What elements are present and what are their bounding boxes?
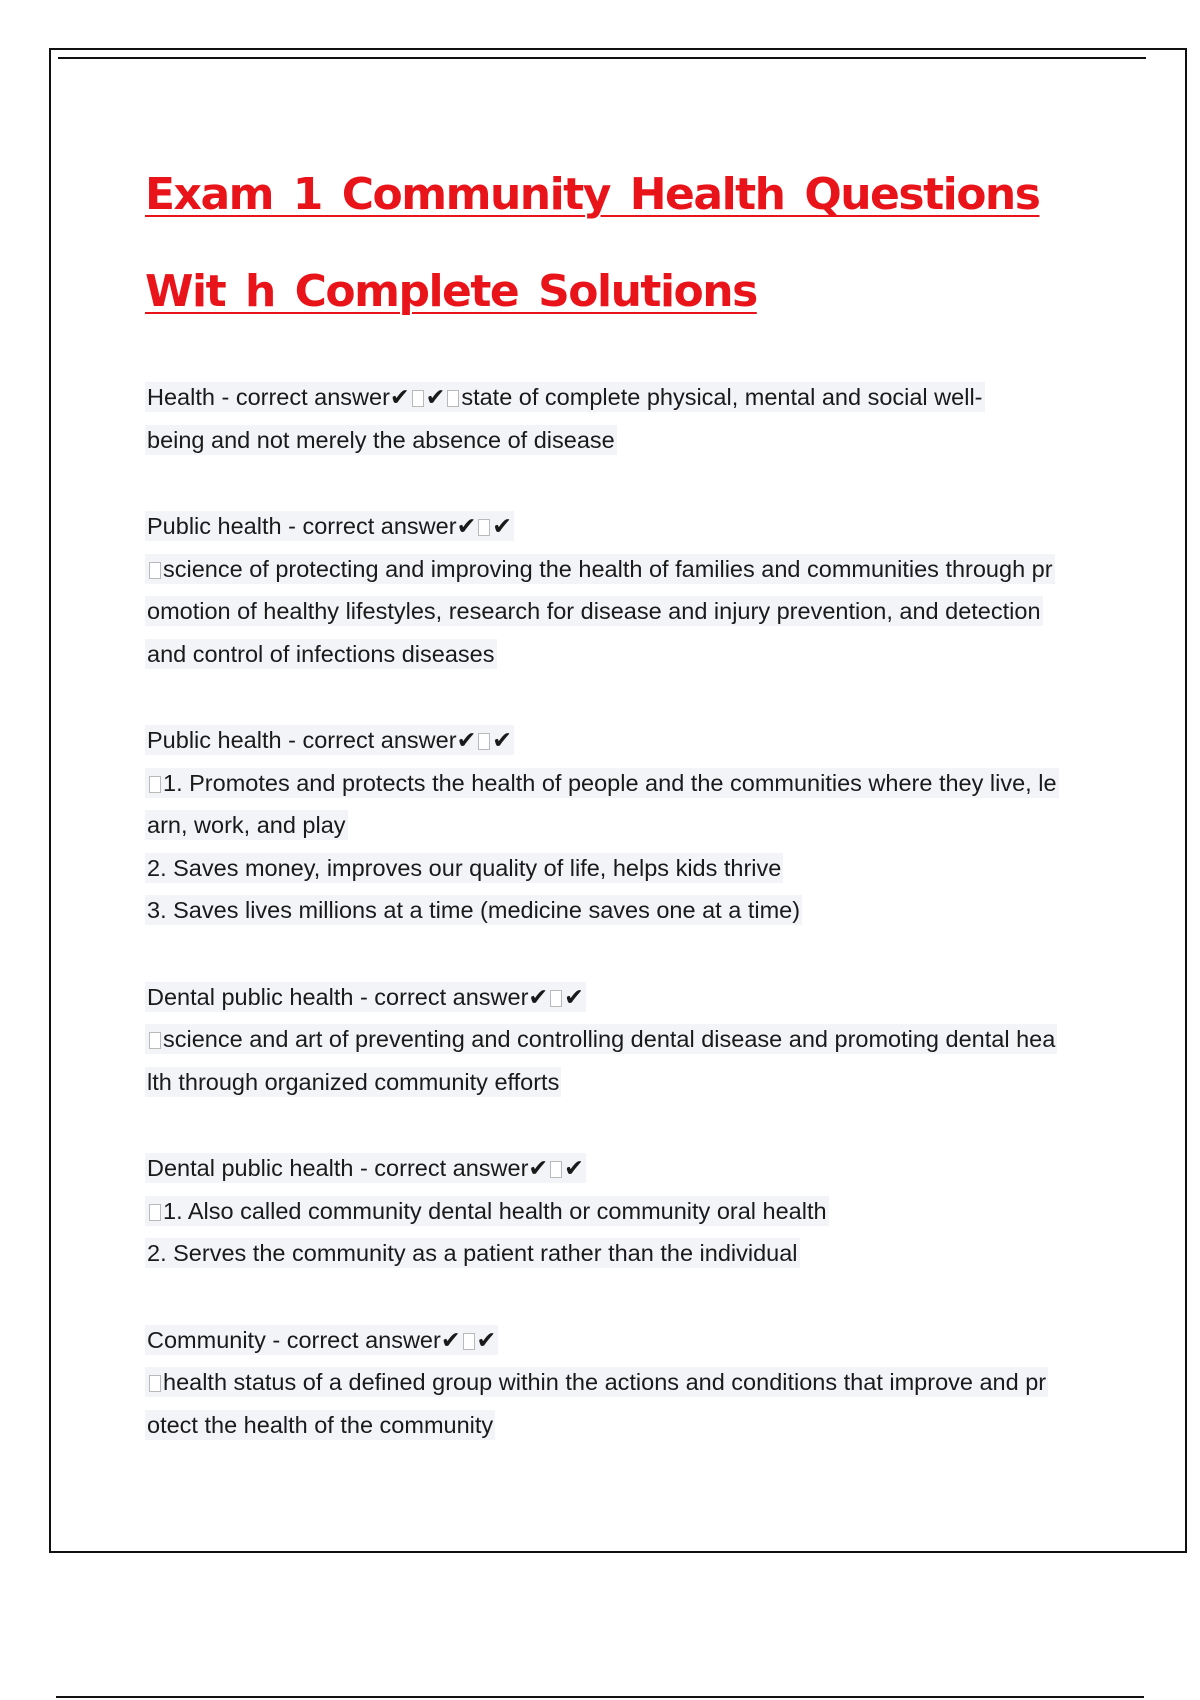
document-title: Exam 1 Community Health Questions Wit h Complete Solutions <box>145 169 1040 317</box>
missing-glyph-box-icon <box>149 562 161 579</box>
check-icon: ✔ <box>528 1154 549 1182</box>
qa-item-community <box>145 1319 1095 1447</box>
check-icon: ✔ <box>528 982 549 1011</box>
qa-line <box>145 1153 586 1183</box>
missing-glyph-box-icon <box>149 776 161 793</box>
qa-item-public-health-2 <box>145 719 1095 932</box>
answer-text: omotion of healthy lifestyles, research for disease and injury prevention, and detection <box>147 598 1041 624</box>
answer-text: 1. Also called community dental health or community oral health <box>163 1197 827 1224</box>
answer-text: science of protecting and improving the health of families and communities through pr <box>163 555 1053 582</box>
qa-item-health <box>145 376 1095 461</box>
check-icon: ✔ <box>456 726 477 754</box>
missing-glyph-box-icon <box>550 990 562 1007</box>
check-icon: ✔ <box>440 1325 461 1354</box>
term-label: Dental public health - correct answer <box>147 983 529 1010</box>
check-icon: ✔ <box>425 383 446 411</box>
missing-glyph-box-icon <box>478 519 490 536</box>
qa-line <box>145 1325 498 1355</box>
answer-text: otect the health of the community <box>147 1411 494 1438</box>
answer-text: 2. Serves the community as a patient rather than the individual <box>147 1240 798 1266</box>
qa-item-public-health-1 <box>145 505 1095 675</box>
qa-list <box>145 376 1095 1490</box>
answer-text: being and not merely the absence of disease <box>147 426 615 453</box>
answer-text: arn, work, and play <box>147 812 346 838</box>
qa-item-dental-public-health-2 <box>145 1147 1095 1275</box>
check-icon: ✔ <box>456 512 477 540</box>
answer-text: 1. Promotes and protects the health of people and the communities where they live, le <box>163 769 1057 796</box>
qa-line <box>145 725 514 755</box>
answer-text: and control of infections diseases <box>147 640 495 667</box>
check-icon: ✔ <box>389 383 410 411</box>
answer-text: state of complete physical, mental and social well- <box>461 384 983 410</box>
missing-glyph-box-icon <box>550 1161 562 1178</box>
answer-text: 3. Saves lives millions at a time (medicine saves one at a time) <box>147 897 801 923</box>
qa-line <box>145 1024 1057 1054</box>
qa-line <box>145 768 1059 798</box>
qa-line <box>145 1367 1048 1397</box>
top-rule <box>58 57 1146 59</box>
missing-glyph-box-icon <box>149 1375 161 1392</box>
qa-line <box>145 382 985 412</box>
term-label: Public health - correct answer <box>147 513 457 539</box>
qa-line <box>145 554 1055 584</box>
answer-text: health status of a defined group within the actions and conditions that improve and pr <box>163 1369 1047 1395</box>
qa-line <box>145 511 514 541</box>
term-label: Public health - correct answer <box>147 727 457 753</box>
answer-text: lth through organized community efforts <box>147 1068 560 1095</box>
qa-line <box>145 982 586 1012</box>
missing-glyph-box-icon <box>478 733 490 750</box>
missing-glyph-box-icon <box>149 1032 161 1049</box>
check-icon: ✔ <box>492 512 512 540</box>
answer-text: science and art of preventing and controlling dental disease and promoting dental hea <box>163 1026 1056 1052</box>
answer-text: 2. Saves money, improves our quality of life, helps kids thrive <box>147 854 782 881</box>
check-icon: ✔ <box>564 982 584 1011</box>
missing-glyph-box-icon <box>463 1333 475 1350</box>
check-icon: ✔ <box>476 1325 497 1354</box>
term-label: Dental public health - correct answer <box>147 1155 529 1181</box>
missing-glyph-box-icon <box>412 390 424 407</box>
missing-glyph-box-icon <box>149 1204 161 1221</box>
bottom-rule <box>56 1696 1144 1698</box>
qa-line <box>145 1196 829 1226</box>
qa-item-dental-public-health-1 <box>145 976 1095 1104</box>
check-icon: ✔ <box>564 1154 584 1182</box>
missing-glyph-box-icon <box>447 390 459 407</box>
term-label: Community - correct answer <box>147 1326 441 1353</box>
term-label: Health - correct answer <box>147 384 390 410</box>
check-icon: ✔ <box>492 726 512 754</box>
